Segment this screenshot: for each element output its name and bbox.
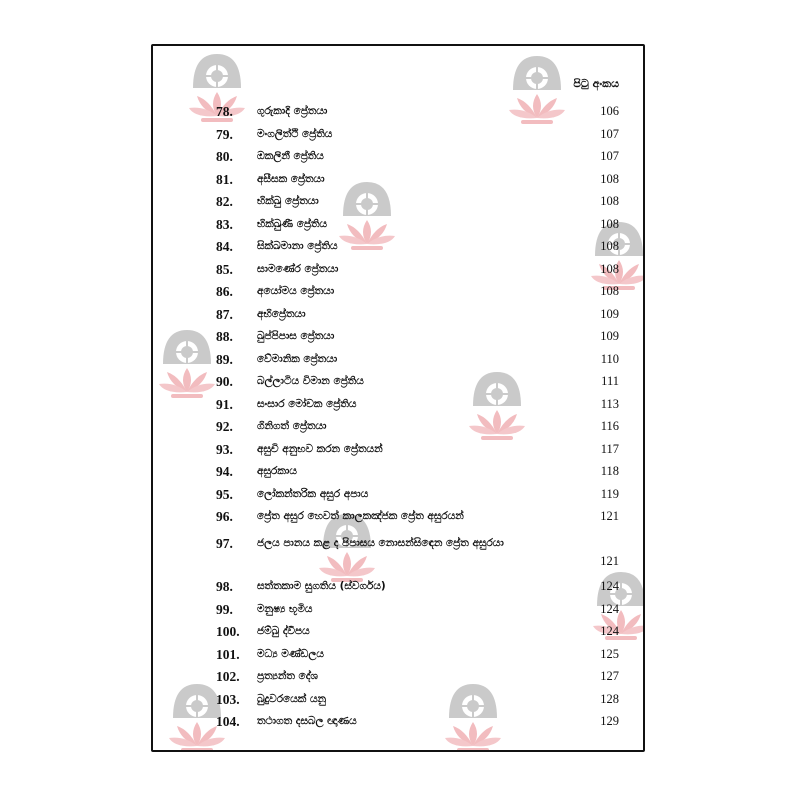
toc-entry-page: 110	[600, 351, 619, 366]
toc-entry-title: මධ්‍ය මණ්ඩලය	[257, 647, 324, 660]
toc-entry-number: 79.	[216, 126, 233, 142]
toc-entry-page: 108	[600, 216, 619, 231]
toc-entry-number: 88.	[216, 329, 233, 344]
page-number-header: පිටු අංකය	[573, 77, 619, 90]
toc-entry-page: 127	[600, 669, 619, 683]
toc-entry-title: ඔකලිනී ප්‍රේතිය	[257, 150, 324, 162]
toc-entry-number: 93.	[216, 441, 233, 457]
toc-entry-title: තථාගත දසබල ඥාණය	[257, 715, 357, 727]
toc-entry-number: 95.	[216, 486, 233, 502]
toc-entry-number: 104.	[216, 714, 240, 729]
toc-entry-title: භික්ඛු ප්‍රේතයා	[257, 195, 319, 207]
toc-entry-page: 125	[600, 646, 619, 661]
toc-entry-title: සංසාර මෝචක ප්‍රේතිය	[257, 397, 357, 410]
toc-entry-page: 119	[600, 486, 619, 501]
toc-entry-number: 99.	[216, 601, 233, 617]
toc-entry-page: 124	[600, 601, 619, 616]
toc-entry-page: 107	[600, 149, 619, 163]
toc-entry-title: අසීසක ප්‍රේතයා	[257, 172, 325, 185]
toc-entry-title: ජම්බු ද්වීපය	[257, 625, 310, 637]
toc-entry-number: 86.	[216, 284, 233, 299]
toc-entry-page: 108	[600, 261, 619, 276]
toc-entry-title: ඛුප්පිපාස ප්‍රේතයා	[257, 330, 335, 342]
toc-entry-page: 108	[600, 284, 619, 298]
lotus-watermark-icon	[157, 324, 217, 404]
toc-entry-page: 106	[600, 104, 619, 118]
toc-entry-page: 117	[600, 441, 619, 456]
toc-entry-number: 83.	[216, 216, 233, 232]
toc-entry-title: සික්ඛමානා ප්‍රේතිය	[257, 240, 338, 252]
toc-entry-page: 109	[600, 329, 619, 343]
toc-entry-title: මංගලිත්ථි ප්‍රේතිය	[257, 127, 333, 140]
toc-entry-number: 85.	[216, 261, 233, 277]
toc-entry-title: භික්ඛුණී ප්‍රේතිය	[257, 217, 328, 230]
toc-entry-number: 94.	[216, 464, 233, 479]
toc-entry-title: අසුචි අනුභව කරන ප්‍රේතයන්	[257, 442, 383, 455]
toc-entry-number: 92.	[216, 419, 233, 434]
toc-entry-page: 124	[600, 579, 619, 593]
toc-entry-number: 96.	[216, 509, 233, 524]
toc-entry-number: 98.	[216, 579, 233, 594]
toc-entry-page: 111	[601, 374, 619, 388]
toc-entry-page: 107	[600, 126, 619, 141]
toc-entry-number: 81.	[216, 171, 233, 187]
toc-entry-number: 97.	[216, 536, 233, 551]
toc-entry-title: බුදුවරයෙක් යනු	[257, 692, 327, 705]
toc-entry-number: 91.	[216, 396, 233, 412]
toc-entry-title: ප්‍රත්‍යන්ත දේශ	[257, 670, 318, 682]
toc-entry-page: 129	[600, 714, 619, 728]
toc-entry-title: බල්ලාටිය විමාන ප්‍රේතිය	[257, 375, 364, 387]
toc-entry-page: 121	[600, 554, 619, 568]
toc-entry-page: 108	[600, 194, 619, 208]
toc-entry-title: සාමණේර ප්‍රේතයා	[257, 262, 339, 275]
toc-entry-number: 87.	[216, 306, 233, 322]
toc-entry-title: ගුරුකාදි ප්‍රේතයා	[257, 105, 328, 117]
toc-entry-page: 113	[600, 396, 619, 411]
toc-entry-number: 101.	[216, 646, 240, 662]
toc-entry-number: 78.	[216, 104, 233, 119]
toc-entry-page: 124	[600, 624, 619, 638]
toc-entry-number: 89.	[216, 351, 233, 367]
toc-entry-number: 82.	[216, 194, 233, 209]
toc-entry-title: ජලය පානය කළ ද පිපාසය නොසන්සිඳෙන ප්‍රේත අසුරයා	[257, 537, 504, 549]
toc-entry-number: 84.	[216, 239, 233, 254]
document-page	[151, 44, 645, 752]
toc-entry-page: 109	[600, 306, 619, 321]
toc-entry-page: 116	[600, 419, 619, 433]
toc-entry-title: අසුරකාය	[257, 465, 297, 477]
toc-entry-number: 90.	[216, 374, 233, 389]
toc-entry-title: වේමානික ප්‍රේතයා	[257, 352, 338, 365]
toc-entry-title: ප්‍රේත අසුර හෙවත් කාලකඤ්ජක ප්‍රේත අසුරයන්	[257, 510, 464, 522]
toc-entry-title: ගිනිගත් ප්‍රේතයා	[257, 420, 327, 432]
toc-entry-number: 102.	[216, 669, 240, 684]
toc-entry-page: 108	[600, 239, 619, 253]
toc-entry-number: 100.	[216, 624, 240, 639]
toc-entry-page: 128	[600, 691, 619, 706]
toc-entry-page: 121	[600, 509, 619, 523]
toc-entry-title: ලෝකන්තරික අසුර අපාය	[257, 487, 369, 500]
toc-entry-number: 80.	[216, 149, 233, 164]
toc-entry-page: 108	[600, 171, 619, 186]
toc-entry-page: 118	[600, 464, 619, 478]
toc-entry-title: සත්තකාම සුගතිය (ස්වර්ගය)	[257, 580, 386, 592]
toc-entry-title: මනුෂ්‍ය භූමිය	[257, 602, 313, 615]
toc-entry-title: අයෝමය ප්‍රේතයා	[257, 285, 335, 297]
toc-entry-title: අභිප්‍රේතයා	[257, 307, 306, 320]
toc-entry-number: 103.	[216, 691, 240, 707]
